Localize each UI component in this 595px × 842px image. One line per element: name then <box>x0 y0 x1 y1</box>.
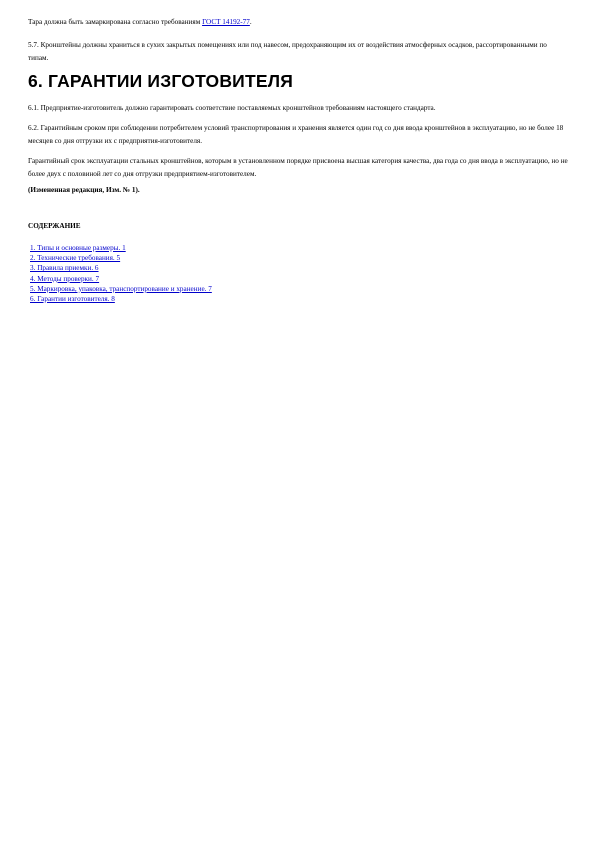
paragraph-6-2: 6.2. Гарантийным сроком при соблюдении потребителем условий транспортирования и хранения является один год со дня ввода кронштейнов в эксплуатацию, но не более 18 месяцев со дня отгрузки их с предприятия-изготовителя. <box>28 124 564 145</box>
toc-link-section-3[interactable]: 3. Правила приемки. 6 <box>30 264 99 273</box>
tare-marking-end: . <box>249 18 252 26</box>
paragraph-6-1: 6.1. Предприятие-изготовитель должно гарантировать соответствие поставляемых кронштейнов требованиям настоящего стандарта. <box>28 104 436 112</box>
table-of-contents <box>30 243 212 304</box>
toc-link-section-4[interactable]: 4. Методы проверки. 7 <box>30 274 100 283</box>
paragraph-6-3: Гарантийный срок эксплуатации стальных кронштейнов, которым в установленном порядке присвоена высшая категория качества, два года со дня ввода в эксплуатацию, но не более двух с половиной лет со дня отгрузки предприятием-изготовителем. <box>28 157 568 178</box>
toc-item <box>30 253 212 263</box>
section-6-heading: 6. ГАРАНТИИ ИЗГОТОВИТЕЛЯ <box>28 71 293 91</box>
toc-link-section-6[interactable]: 6. Гарантии изготовителя. 8 <box>30 295 115 304</box>
tare-marking-paragraph <box>28 16 568 29</box>
paragraph-5-7: 5.7. Кронштейны должны храниться в сухих закрытых помещениях или под навесом, предохраняющим их от воздействия атмосферных осадков, рассортированными по типам. <box>28 41 547 62</box>
toc-item <box>30 263 212 273</box>
gost-14192-link[interactable]: ГОСТ 14192-77 <box>202 18 250 26</box>
toc-link-section-1[interactable]: 1. Типы и основные размеры. 1 <box>30 244 126 252</box>
revision-note: (Измененная редакция, Изм. № 1). <box>28 186 140 194</box>
toc-item <box>30 274 212 284</box>
toc-title: СОДЕРЖАНИЕ <box>28 222 81 230</box>
toc-link-section-2[interactable]: 2. Технические требования. 5 <box>30 254 121 263</box>
toc-link-section-5[interactable]: 5. Маркировка, упаковка, транспортирование и хранение. 7 <box>30 284 212 293</box>
toc-item <box>30 243 212 253</box>
toc-item <box>30 284 212 294</box>
tare-marking-text: Тара должна быть замаркирована согласно требованиям <box>28 18 203 26</box>
toc-item <box>30 294 212 304</box>
